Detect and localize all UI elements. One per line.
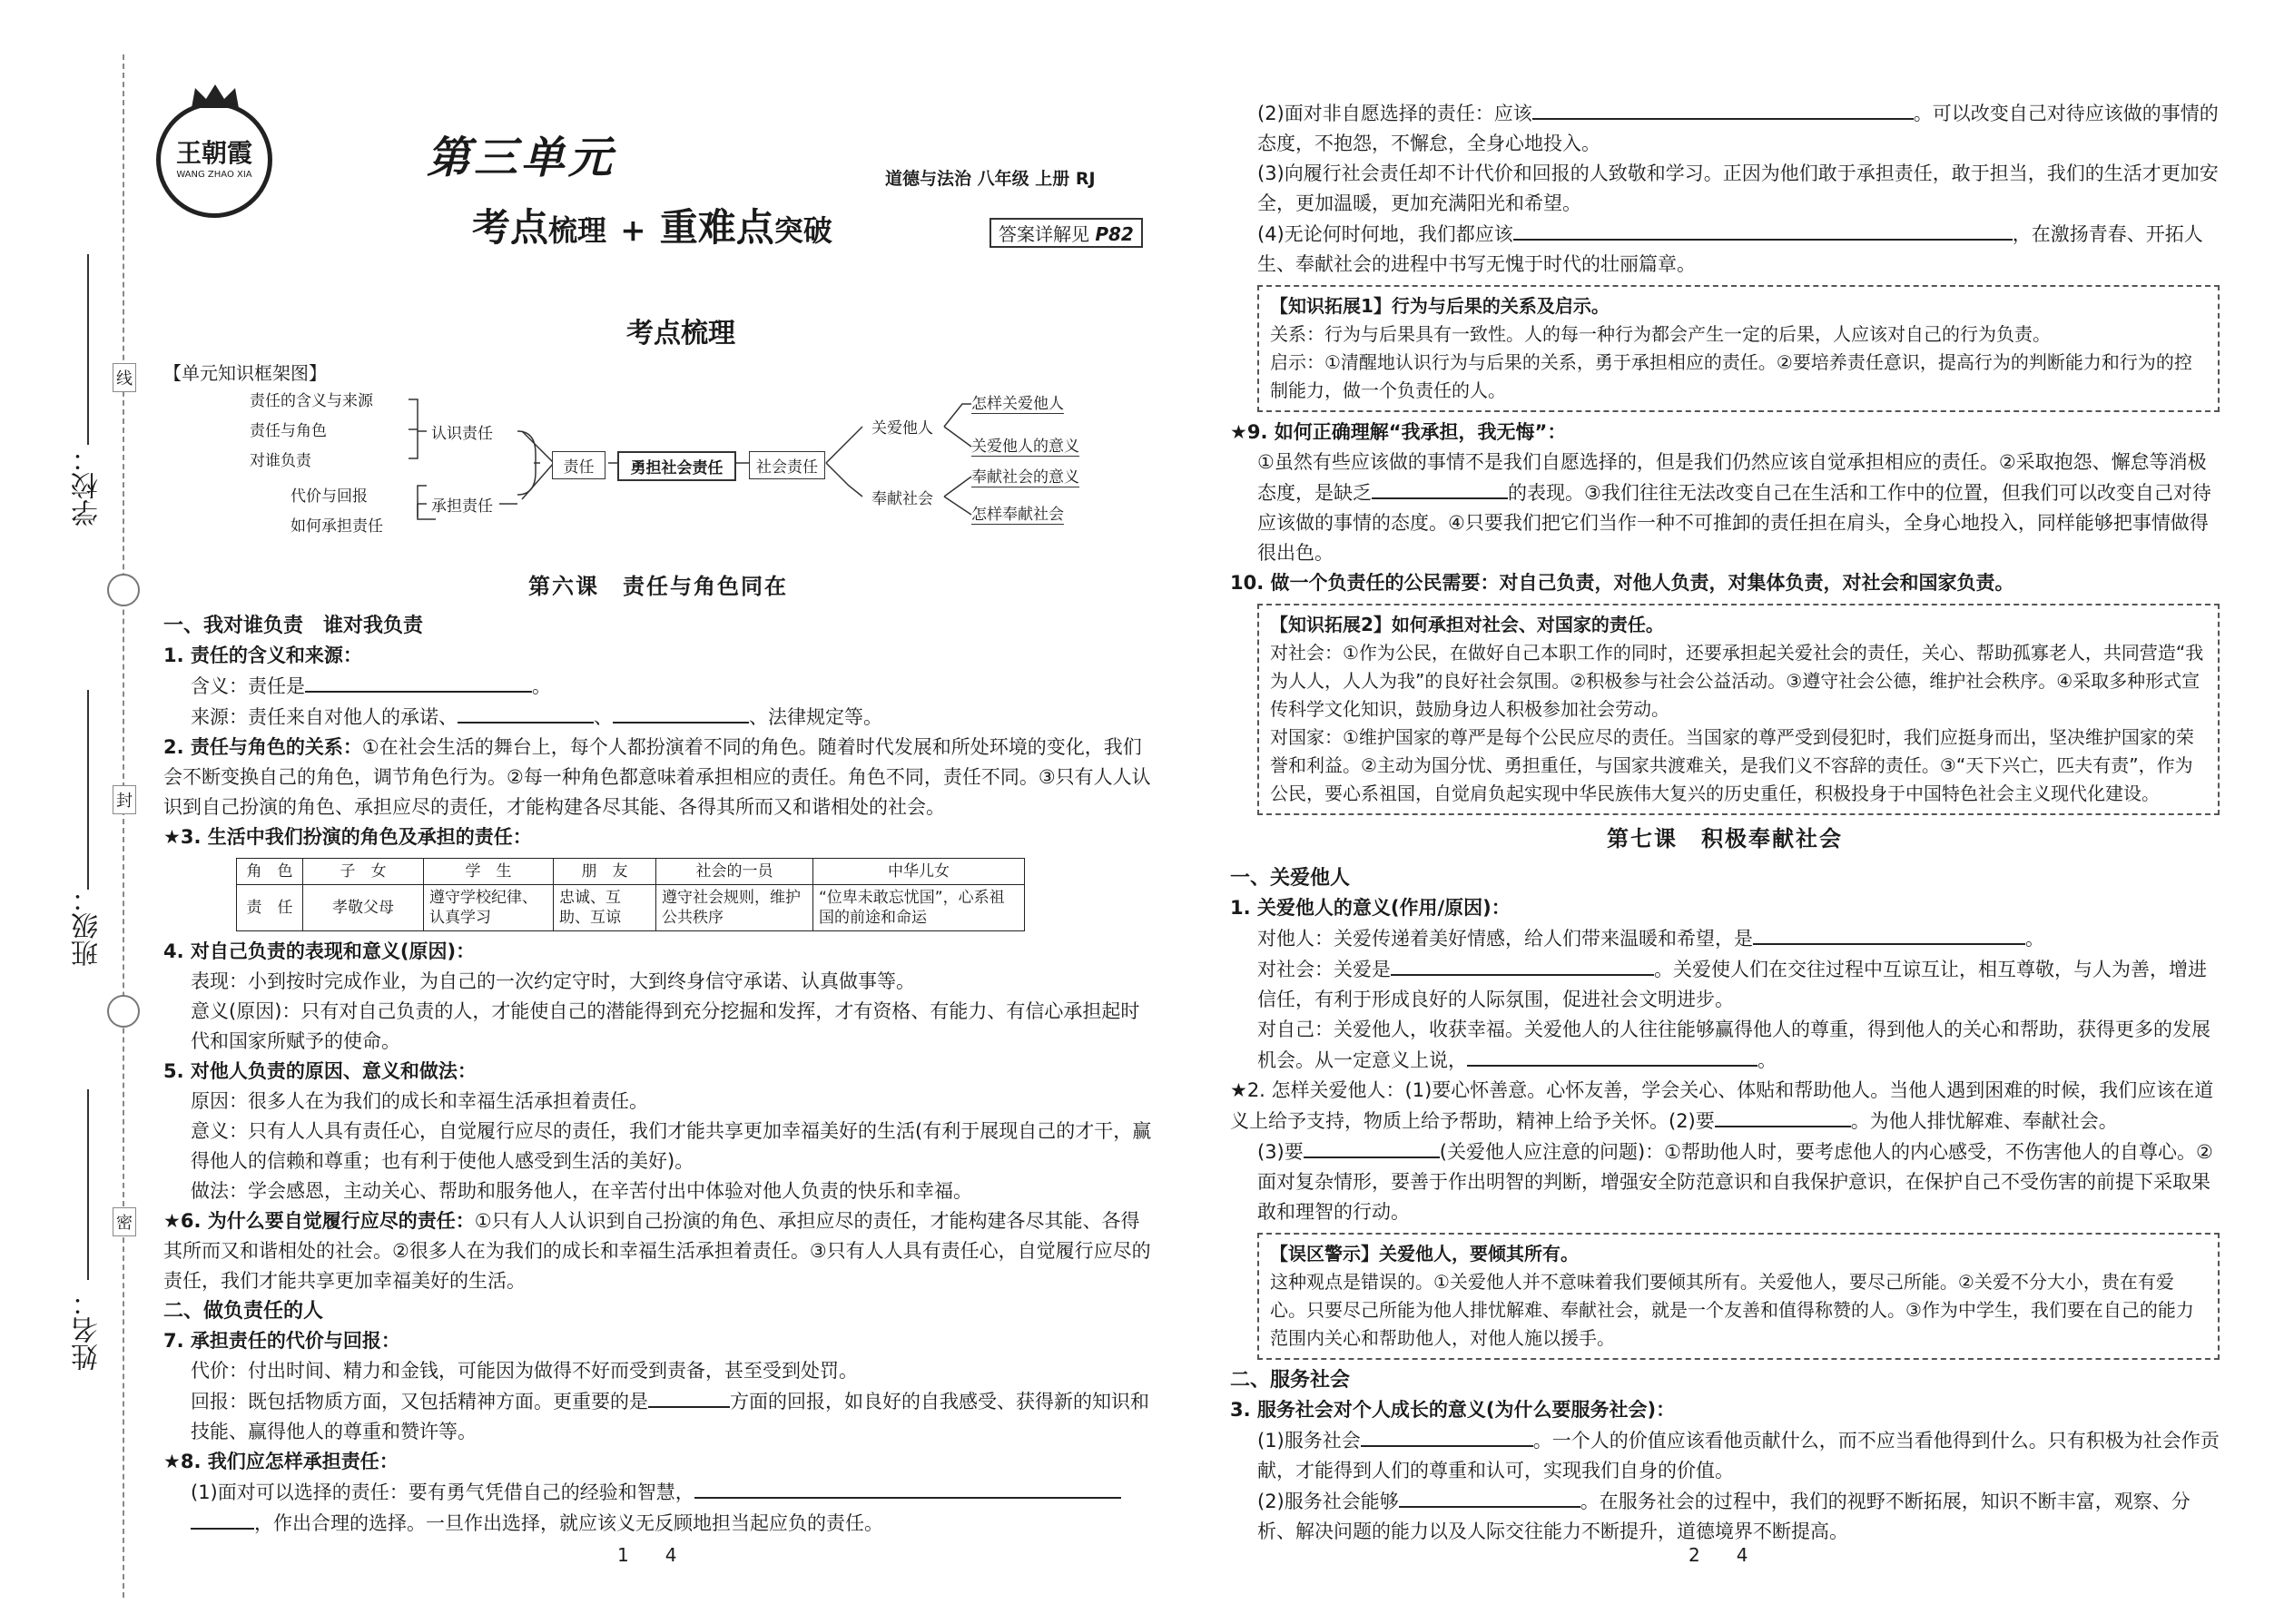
ext1-b: 启示：①清醒地认识行为与后果的关系，勇于承担相应的责任。②要培养责任意识，提高行为的判断能力和行为的控制能力，做一个负责任的人。 [1270, 351, 2192, 401]
q1-meaning-text: 含义：责任是 [191, 675, 305, 697]
mm-r3-3: 怎样奉献社会 [971, 501, 1064, 525]
crown-icon [188, 83, 242, 110]
mm-r2b: 奉献社会 [871, 490, 933, 508]
right-column [1230, 98, 2220, 1547]
unit-title: 第三单元 [427, 133, 616, 183]
roles-table [236, 858, 1025, 931]
r-q3-a-text: (1)服务社会 [1257, 1430, 1361, 1452]
r-q1-a [1230, 923, 2220, 954]
table-cell: 忠诚、互助、互谅 [554, 885, 656, 931]
r-q1-c [1230, 1015, 2220, 1076]
q8-heading: ★8. 我们应怎样承担责任： [163, 1451, 399, 1472]
fill-blank[interactable] [1513, 219, 2013, 241]
ext2-b: 对国家：①维护国家的尊严是每个公民应尽的责任。当国家的尊严受到侵犯时，我们应挺身而出，坚决维护国家的荣誉和利益。②主动为国分忧、勇担重任，与国家共渡难关，是我们义不容辞的责任。③“天下兴亡，匹夫有责”，作为公民，要心系祖国，自觉肩负起实现中华民族伟大复兴的历史重任，积极投身于中国特色社会主义现代化建设。 [1270, 726, 2194, 804]
r-q1-b-text: 对社会：关爱是 [1257, 959, 1391, 980]
r-q2-3-text: (3)要 [1257, 1141, 1304, 1163]
ext3-title: 【误区警示】关爱他人，要倾其所有。 [1270, 1243, 1579, 1265]
q7-a: 代价：付出时间、精力和金钱，可能因为做得不好而受到责备，甚至受到处罚。 [191, 1360, 858, 1382]
binding-hole-icon [107, 574, 140, 606]
r-l1-text2: 。可以改变自己对待应该做的事情的态度，不抱怨，不懈怠，全身心地投入。 [1257, 103, 2219, 154]
q5-c: 做法：学会感恩，主动关心、帮助和服务他人，在辛苦付出中体验对他人负责的快乐和幸福。 [191, 1180, 972, 1202]
q5-b: 意义：只有人人具有责任心，自觉履行应尽的责任，我们才能共享更加幸福美好的生活(有利于展现自己的才干，赢得他人的信赖和尊重；也有利于使他人感受到生活的美好)。 [191, 1120, 1152, 1172]
r-q1-c-text: 对自己：关爱他人，收获幸福。关爱他人的人往往能够赢得他人的尊重，得到他人的关心和帮助，获得更多的发展机会。从一定意义上说， [1257, 1019, 2210, 1071]
publisher-logo [156, 102, 272, 218]
q1-heading: 1. 责任的含义和来源： [163, 645, 362, 666]
q9-text-a: ①虽然有些应该做的事情不是我们自愿选择的，但是我们仍然应该自觉承担相应的责任。②采取抱怨、懈怠等消极态度，是缺乏 [1257, 451, 2207, 504]
table-cell: 孝敬父母 [303, 885, 424, 931]
framework-label: 【单元知识框架图】 [163, 362, 327, 384]
answer-ref-page: P82 [1095, 223, 1134, 245]
q5-a: 原因：很多人在为我们的成长和幸福生活承担着责任。 [191, 1090, 648, 1112]
table-cell: 遵守社会规则，维护公共秩序 [656, 885, 813, 931]
q2-heading: 2. 责任与角色的关系： [163, 736, 362, 758]
r-q1-a-end: 。 [2025, 928, 2044, 950]
binding-margin [0, 0, 145, 1624]
class-fill-line [87, 690, 89, 890]
mm-l2b: 承担责任 [431, 497, 493, 516]
table-cell: 子 女 [303, 859, 424, 885]
q4-b: 意义(原因)：只有对自己负责的人，才能使自己的潜能得到充分挖掘和发挥，才有资格、有能力、有信心承担起时代和国家所赋予的使命。 [191, 1000, 1140, 1052]
answer-ref-label: 答案详解见 [999, 223, 1089, 245]
q3-heading: ★3. 生活中我们扮演的角色及承担的责任： [163, 826, 532, 848]
page-number: 2 4 [1689, 1544, 1748, 1566]
header-subtitle [472, 198, 832, 252]
ext2-a: 对社会：①作为公民，在做好自己本职工作的同时，还要承担起关爱社会的责任，关心、帮助孤寡老人，共同营造“我为人人，人人为我”的良好社会氛围。②积极参与社会公益活动。③遵守社会公德，维护社会秩序。④采取多种形式宣传科学文化知识，鼓励身边人积极参加社会劳动。 [1270, 642, 2204, 720]
mindmap [245, 386, 1098, 545]
mm-r2a: 关爱他人 [871, 419, 933, 438]
q7-b-text: 回报：既包括物质方面，又包括精神方面。更重要的是 [191, 1391, 648, 1412]
subtitle-plus: + [620, 212, 646, 249]
q7-b [163, 1386, 1153, 1447]
ext1-a: 关系：行为与后果具有一致性。人的每一种行为都会产生一定的后果，人应该对自己的行为负责。 [1270, 323, 2051, 345]
ext1-title: 【知识拓展1】行为与后果的关系及启示。 [1270, 295, 1610, 317]
r-q3-b [1230, 1486, 2220, 1547]
r-q3-b-text2: 。在服务社会的过程中，我们的视野不断拓展，知识不断丰富，观察、分析、解决问题的能力以及人际交往能力不断提升，道德境界不断提高。 [1257, 1491, 2191, 1542]
r-q3-a-text2: 。一个人的价值应该看他贡献什么，而不应当看他得到什么。只有积极为社会作贡献，才能得到人们的尊重和认可，实现我们自身的价值。 [1257, 1430, 2220, 1481]
r-q2-text2: 。为他人排忧解难、奉献社会。 [1850, 1110, 2118, 1132]
fill-blank[interactable] [1399, 1486, 1580, 1508]
r-q1-b [1230, 954, 2220, 1015]
subtitle-c: 重难点 [659, 205, 774, 250]
fill-blank[interactable] [1304, 1137, 1440, 1158]
q4-a: 表现：小到按时完成作业，为自己的一次约定守时，大到终身信守承诺、认真做事等。 [191, 970, 915, 992]
q7-heading: 7. 承担责任的代价与回报： [163, 1330, 400, 1352]
r-part-2: 二、服务社会 [1230, 1369, 1351, 1392]
binding-hole-icon [107, 995, 140, 1028]
table-cell: “位卑未敢忘忧国”，心系祖国的前途和命运 [813, 885, 1025, 931]
r-l3 [1230, 219, 2220, 280]
r-q2 [1230, 1076, 2220, 1137]
mm-l3-3: 代价与回报 [290, 487, 368, 506]
r-q3-b-text: (2)服务社会能够 [1257, 1491, 1399, 1512]
fill-blank[interactable] [305, 671, 532, 693]
fill-blank[interactable] [694, 1477, 1121, 1499]
part-2-heading: 二、做负责任的人 [163, 1300, 324, 1323]
r-l1 [1230, 98, 2220, 159]
table-cell: 中华儿女 [813, 859, 1025, 885]
logo-english: WANG ZHAO XIA [176, 170, 252, 180]
fill-blank[interactable] [1361, 1425, 1533, 1447]
table-cell: 学 生 [424, 859, 554, 885]
lesson-7-title: 第七课 积极奉献社会 [1607, 826, 1843, 851]
seal-mark-seal: 封 [113, 785, 136, 814]
mm-l3-1: 责任与角色 [250, 422, 327, 440]
name-label: 姓名： [72, 1289, 103, 1371]
q1-source-text: 来源：责任来自对他人的承诺、 [191, 706, 458, 728]
q6-text: ①只有人人认识到自己扮演的角色、承担应尽的责任，才能构建各尽其能、各得其所而又和谐相处的社会。②很多人在为我们的成长和幸福生活承担着责任。③只有人人具有责任心，自觉履行应尽的责任，我们才能共享更加幸福美好的生活。 [163, 1210, 1151, 1292]
ext3-a: 这种观点是错误的。①关爱他人并不意味着我们要倾其所有。关爱他人，要尽己所能。②关爱不分大小，贵在有爱心。只要尽己所能为他人排忧解难、奉献社会，就是一个友善和值得称赞的人。③作为中学生，我们要在自己的能力范围内关心和帮助他人，对他人施以援手。 [1270, 1271, 2194, 1349]
table-row [237, 885, 1025, 931]
q1-source [163, 702, 1153, 733]
r-l3-text2: ，在激扬青春、开拓人生、奉献社会的进程中书写无愧于时代的壮丽篇章。 [1257, 223, 2203, 275]
right-page [1162, 0, 2294, 1624]
lesson-6-title: 第六课 责任与角色同在 [528, 574, 788, 599]
q7-b-text2: 方面的回报，如良好的自我感受、获得新的知识和技能、赢得他人的尊重和赞许等。 [191, 1391, 1149, 1442]
q1-source-sep: 、 [594, 706, 613, 728]
subtitle-b: 梳理 [548, 213, 607, 248]
q10: 10. 做一个负责任的公民需要：对自己负责，对他人负责，对集体负责，对社会和国家负责。 [1230, 572, 2014, 594]
seal-mark-line: 线 [113, 363, 136, 392]
section-title: 考点梳理 [626, 318, 735, 349]
fill-blank[interactable] [1532, 98, 1914, 120]
subtitle-d: 突破 [773, 213, 832, 248]
q8-a [163, 1477, 1153, 1539]
r-l3-text: (4)无论何时何地，我们都应该 [1257, 223, 1513, 245]
mm-r1: 社会责任 [749, 451, 825, 479]
logo-text: 王朝霞 [175, 138, 252, 168]
r-q1-heading: 1. 关爱他人的意义(作用/原因)： [1230, 897, 1511, 919]
knowledge-ext-1 [1257, 285, 2220, 412]
q6 [163, 1206, 1153, 1296]
fill-blank[interactable] [1753, 923, 2025, 945]
fill-blank[interactable] [1372, 477, 1508, 499]
subtitle-a: 考点 [472, 205, 549, 250]
mm-r3-2: 奉献社会的意义 [971, 464, 1079, 487]
table-row [237, 859, 1025, 885]
q5-heading: 5. 对他人负责的原因、意义和做法： [163, 1060, 477, 1082]
answer-ref [989, 218, 1143, 248]
book-info: 道德与法治 八年级 上册 RJ [885, 169, 1096, 189]
q6-heading: ★6. 为什么要自觉履行应尽的责任： [163, 1210, 475, 1232]
q9-text-b: 的表现。③我们往往无法改变自己在生活和工作中的位置，但我们可以改变自己对待应该做的事情的态度。④只要我们把它们当作一种不可推卸的责任担在肩头，全身心地投入，同样能够把事情做得很出色。 [1257, 482, 2211, 564]
name-fill-line [87, 1089, 89, 1280]
mm-center: 勇担社会责任 [617, 451, 736, 481]
page-number: 1 4 [617, 1544, 677, 1566]
fill-blank[interactable] [458, 702, 594, 723]
r-l1-text: (2)面对非自愿选择的责任：应该 [1257, 103, 1532, 124]
part-1-heading: 一、我对谁负责 谁对我负责 [163, 615, 424, 637]
fill-blank[interactable] [1715, 1106, 1851, 1127]
knowledge-ext-2 [1257, 604, 2220, 815]
misconception-warning [1257, 1233, 2220, 1360]
mm-l2a: 认识责任 [431, 425, 493, 443]
r-l2: (3)向履行社会责任却不计代价和回报的人致敬和学习。正因为他们敢于承担责任，敢于担当，我们的生活才更加安全，更加温暖，更加充满阳光和希望。 [1257, 162, 2219, 214]
table-cell: 社会的一员 [656, 859, 813, 885]
left-column [163, 563, 1153, 1539]
r-q1-a-text: 对他人：关爱传递着美好情感，给人们带来温暖和希望，是 [1257, 928, 1753, 950]
r-q3-heading: 3. 服务社会对个人成长的意义(为什么要服务社会)： [1230, 1399, 1676, 1421]
r-q2-3-text2: (关爱他人应注意的问题)：①帮助他人时，要考虑他人的内心感受，不伤害他人的自尊心。②面对复杂情形，要善于作出明智的判断，增强安全防范意识和自我保护意识，在保护自己不受伤害的前提下采取果敢和理智的行动。 [1257, 1141, 2213, 1223]
table-cell: 朋 友 [554, 859, 656, 885]
ext2-title: 【知识拓展2】如何承担对社会、对国家的责任。 [1270, 614, 1664, 635]
q2-text: ①在社会生活的舞台上，每个人都扮演着不同的角色。随着时代发展和所处环境的变化，我们会不断变换自己的角色，调节角色行为。②每一种角色都意味着承担相应的责任。角色不同，责任不同。③只有人人认识到自己扮演的角色、承担应尽的责任，才能构建各尽其能、各得其所而又和谐相处的社会。 [163, 736, 1151, 818]
table-cell: 责 任 [237, 885, 303, 931]
mm-r3-0: 怎样关爱他人 [971, 390, 1064, 414]
fill-blank[interactable] [613, 702, 749, 723]
q4-heading: 4. 对自己负责的表现和意义(原因)： [163, 940, 476, 962]
mm-l3-4: 如何承担责任 [290, 517, 383, 536]
fill-blank[interactable] [1467, 1045, 1757, 1067]
q8-a-text: (1)面对可以选择的责任：要有勇气凭借自己的经验和智慧， [191, 1481, 694, 1503]
q2 [163, 733, 1153, 822]
fill-blank[interactable] [648, 1386, 730, 1408]
r-part-1: 一、关爱他人 [1230, 867, 1351, 890]
q1-source-end: 、法律规定等。 [749, 706, 882, 728]
mm-l3-2: 对谁负责 [250, 452, 311, 470]
table-cell: 遵守学校纪律、认真学习 [424, 885, 554, 931]
school-fill-line [87, 254, 89, 445]
table-cell: 角 色 [237, 859, 303, 885]
q9-heading: ★9. 如何正确理解“我承担，我无悔”： [1230, 421, 1567, 443]
r-q2-3 [1230, 1137, 2220, 1227]
mm-l3-0: 责任的含义与来源 [250, 392, 373, 410]
class-label: 班级： [72, 885, 103, 967]
cut-line [123, 54, 124, 1598]
r-q2-text: ★2. 怎样关爱他人：(1)要心怀善意。心怀友善，学会关心、体贴和帮助他人。当他人遇到困难的时候，我们应该在道义上给予支持，物质上给予帮助，精神上给予关怀。(2)要 [1230, 1079, 2214, 1132]
fill-blank[interactable] [191, 1508, 254, 1530]
school-label: 学校： [72, 445, 103, 527]
fill-blank[interactable] [1391, 954, 1654, 976]
q8-a-text2: ，作出合理的选择。一旦作出选择，就应该义无反顾地担当起应负的责任。 [254, 1512, 883, 1534]
q9-text [1230, 448, 2220, 568]
mm-r3-1: 关爱他人的意义 [971, 433, 1079, 457]
seal-mark-secret: 密 [113, 1207, 136, 1236]
mm-l1: 责任 [552, 451, 605, 479]
r-q1-c-end: 。 [1757, 1049, 1777, 1071]
q1-meaning: 含义：责任是 。 [163, 671, 1153, 702]
r-q3-a [1230, 1425, 2220, 1486]
r-q1-b-text2: 。关爱使人们在交往过程中互谅互让，相互尊敬，与人为善，增进信任，有利于形成良好的人际氛围，促进社会文明进步。 [1257, 959, 2207, 1010]
